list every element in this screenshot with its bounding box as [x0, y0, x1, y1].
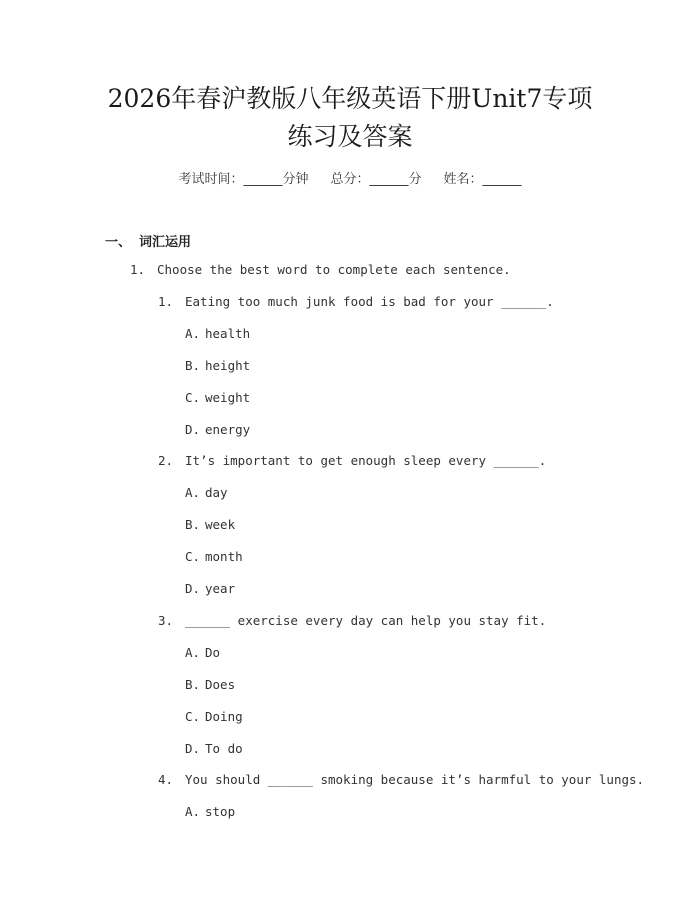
option-line-text: day [205, 485, 228, 501]
option-line-text: week [205, 517, 236, 533]
option-line-text: Doing [205, 708, 243, 724]
title-line-2: 练习及答案 [287, 122, 413, 151]
option-line [185, 422, 250, 437]
option-line-marker: D. [185, 581, 201, 596]
instruction-line [130, 262, 511, 277]
option-line-text: health [205, 325, 251, 341]
document-title [0, 80, 700, 156]
option-line [185, 549, 243, 564]
question-line [158, 453, 546, 468]
question-line-marker: 2. [158, 453, 174, 469]
option-line [185, 390, 250, 405]
option-line [185, 358, 250, 373]
instruction-line-text: Choose the best word to complete each sentence. [157, 262, 511, 277]
question-line-marker: 4. [158, 772, 174, 788]
instruction-line-marker: 1. [130, 262, 146, 277]
title-line-1: 2026年春沪教版八年级英语下册Unit7专项 [107, 84, 593, 113]
option-line-text: To do [205, 740, 243, 756]
option-line-text: Does [205, 676, 236, 692]
question-line-text: ______ exercise every day can help you stay fit. [185, 612, 547, 628]
option-line-text: month [205, 549, 243, 565]
option-line-marker: B. [185, 676, 201, 692]
option-line-text: stop [205, 804, 236, 820]
question-line-text: Eating too much junk food is bad for your ______. [185, 293, 554, 309]
question-line-text: You should ______ smoking because it’s harmful to your lungs. [185, 772, 645, 788]
question-line-text: It’s important to get enough sleep every ______. [185, 453, 547, 469]
question-line-marker: 3. [158, 612, 174, 628]
option-line-marker: D. [185, 740, 201, 756]
section-number: 一、 [105, 235, 132, 250]
option-line-text: weight [205, 389, 251, 405]
option-line-marker: B. [185, 517, 201, 533]
option-line-marker: D. [185, 421, 201, 437]
option-line-marker: A. [185, 485, 201, 501]
option-line-marker: A. [185, 804, 201, 820]
option-line [185, 677, 235, 692]
option-line-text: energy [205, 421, 251, 437]
section-heading [105, 231, 191, 250]
option-line-text: Do [205, 644, 221, 660]
section-title: 词汇运用 [139, 235, 192, 250]
option-line [185, 517, 235, 532]
question-line-marker: 1. [158, 293, 174, 309]
question-line [158, 772, 644, 787]
option-line [185, 709, 243, 724]
option-line-marker: C. [185, 549, 201, 565]
student-name-label: 姓名：______ [443, 172, 522, 187]
question-line [158, 294, 554, 309]
option-line [185, 485, 228, 500]
question-line [158, 613, 546, 628]
option-line [185, 741, 243, 756]
option-line-text: height [205, 357, 251, 373]
exam-time-label: 考试时间：______分钟 [178, 172, 309, 187]
option-line-text: year [205, 581, 236, 596]
option-line-marker: B. [185, 357, 201, 373]
exam-meta [0, 168, 700, 187]
option-line [185, 804, 235, 819]
option-line-marker: C. [185, 389, 201, 405]
total-score-label: 总分：______分 [330, 172, 422, 187]
option-line [185, 645, 220, 660]
option-line [185, 326, 250, 341]
option-line-marker: A. [185, 325, 201, 341]
option-line-marker: A. [185, 644, 201, 660]
option-line [185, 581, 235, 596]
option-line-marker: C. [185, 708, 201, 724]
